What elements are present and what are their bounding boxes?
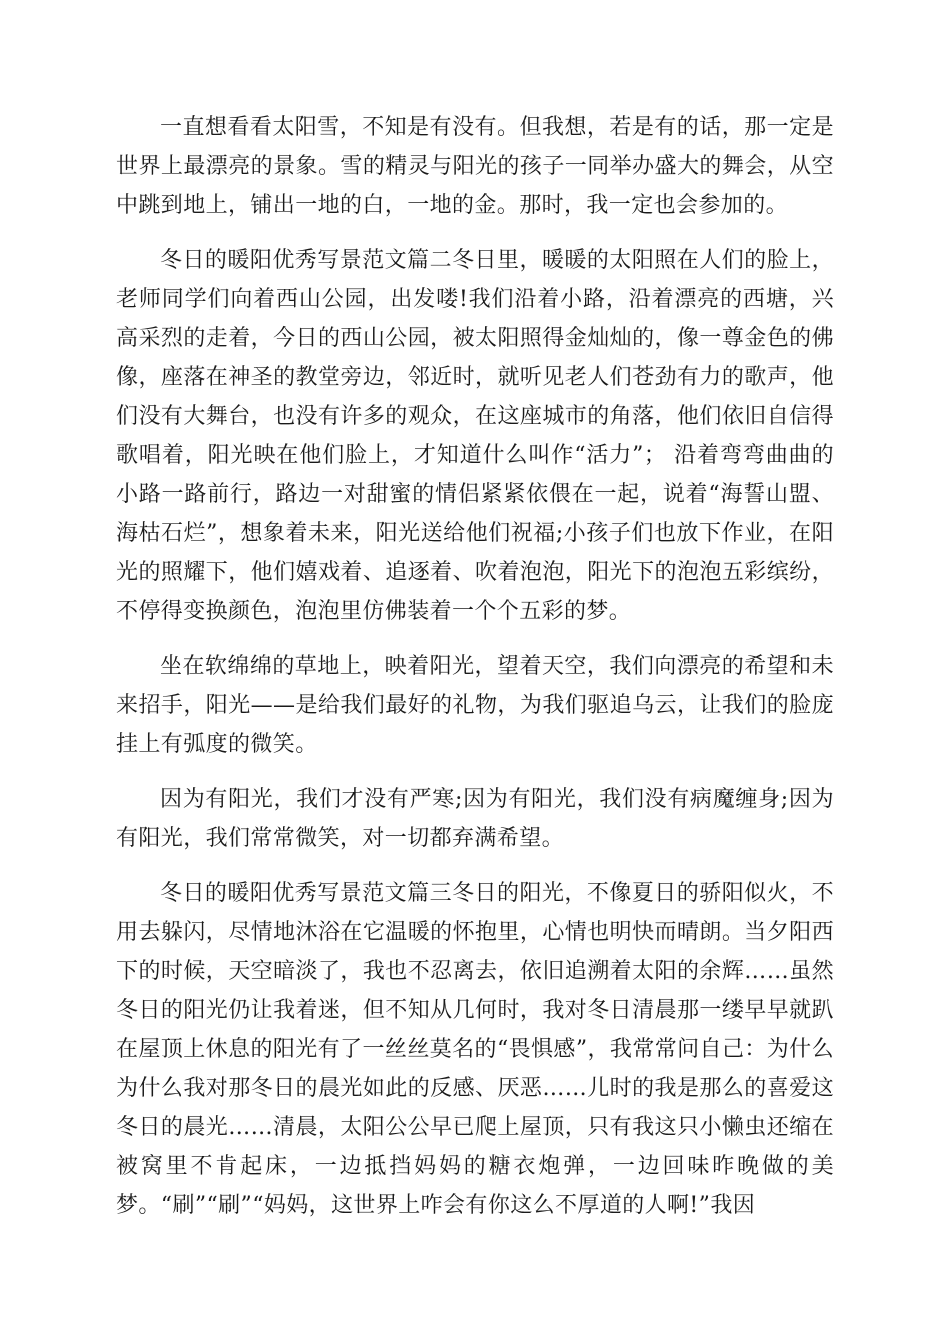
paragraph-2: 冬日的暖阳优秀写景范文篇二冬日里，暖暖的太阳照在人们的脸上，老师同学们向着西山公园，出发喽!我们沿着小路，沿着漂亮的西塘，兴高采烈的走着，今日的西山公园，被太阳照得金灿灿的，像一尊金色的佛像，座落在神圣的教堂旁边，邻近时，就听见老人们苍劲有力的歌声，他们没有大舞台，也没有许多的观众，在这座城市的角落，他们依旧自信得歌唱着，阳光映在他们脸上，才知道什么叫作“活力”； 沿着弯弯曲曲的小路一路前行，路边一对甜蜜的情侣紧紧依偎在一起，说着“海誓山盟、海枯石烂”，想象着未来，阳光送给他们祝福;小孩子们也放下作业，在阳光的照耀下，他们嬉戏着、追逐着、吹着泡泡，阳光下的泡泡五彩缤纷，不停得变换颜色，泡泡里仿佛装着一个个五彩的梦。 [116, 248, 834, 624]
paragraph-3: 坐在软绵绵的草地上，映着阳光，望着天空，我们向漂亮的希望和未来招手，阳光——是给我们最好的礼物，为我们驱追乌云，让我们的脸庞挂上有弧度的微笑。 [116, 654, 834, 757]
paragraph-1: 一直想看看太阳雪，不知是有没有。但我想，若是有的话，那一定是世界上最漂亮的景象。雪的精灵与阳光的孩子一同举办盛大的舞会，从空中跳到地上，铺出一地的白，一地的金。那时，我一定也会参加的。 [116, 115, 834, 218]
paragraph-5: 冬日的暖阳优秀写景范文篇三冬日的阳光，不像夏日的骄阳似火，不用去躲闪，尽情地沐浴在它温暖的怀抱里，心情也明快而晴朗。当夕阳西下的时候，天空暗淡了，我也不忍离去，依旧追溯着太阳的余辉……虽然冬日的阳光仍让我着迷，但不知从几何时，我对冬日清晨那一缕早早就趴在屋顶上休息的阳光有了一丝丝莫名的“畏惧感”，我常常问自己：为什么为什么我对那冬日的晨光如此的反感、厌恶……儿时的我是那么的喜爱这冬日的晨光……清晨，太阳公公早已爬上屋顶，只有我这只小懒虫还缩在被窝里不肯起床，一边抵挡妈妈的糖衣炮弹，一边回味昨晚做的美梦。“刷”“刷”“妈妈，这世界上咋会有你这么不厚道的人啊!”我因 [116, 881, 834, 1218]
document-body [116, 108, 834, 1241]
paragraph-4: 因为有阳光，我们才没有严寒;因为有阳光，我们没有病魔缠身;因为有阳光，我们常常微笑，对一切都弃满希望。 [116, 787, 834, 851]
